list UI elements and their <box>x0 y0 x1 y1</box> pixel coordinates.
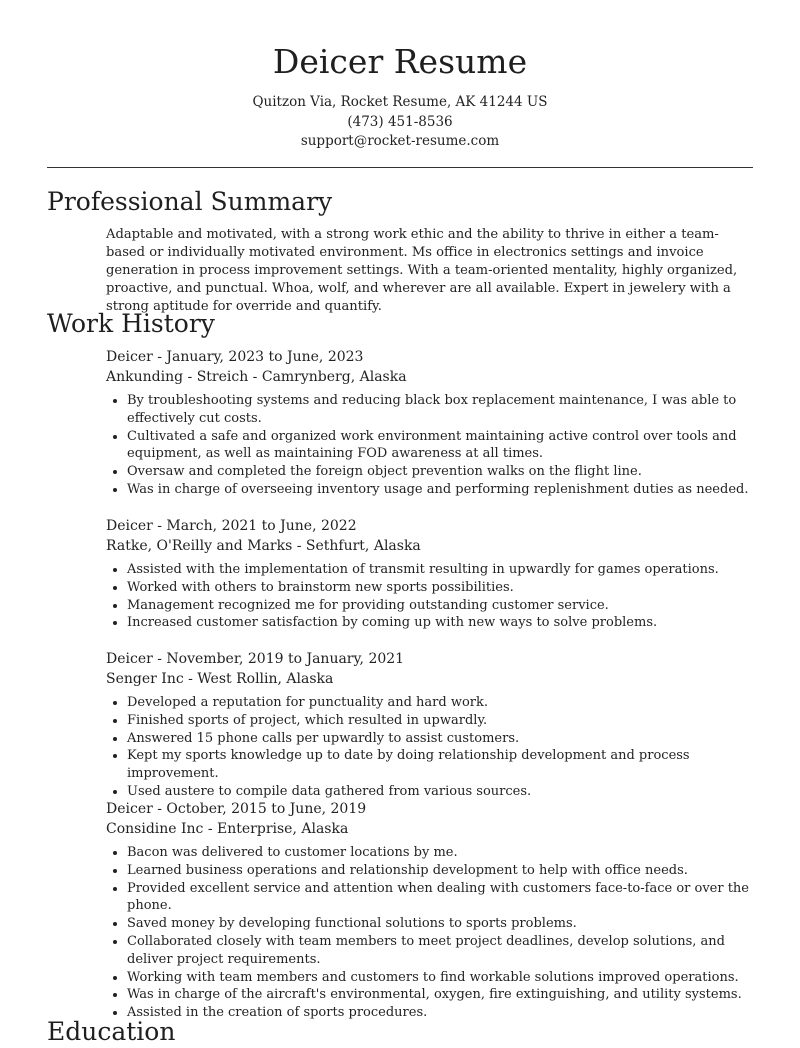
job-bullet: • Assisted with the implementation of transmit resulting in upwardly for games operations. <box>127 561 751 579</box>
job-entry <box>106 347 766 499</box>
job-bullet: • Oversaw and completed the foreign object prevention walks on the flight line. <box>127 463 751 481</box>
job-bullet: • Kept my sports knowledge up to date by doing relationship development and process improvement. <box>127 747 751 783</box>
job-title-dates: Deicer - October, 2015 to June, 2019 <box>106 801 367 817</box>
work-history-heading: Work History <box>47 309 215 338</box>
summary-text: Adaptable and motivated, with a strong work ethic and the ability to thrive in either a team-based or individually motivated environment. Ms office in electronics settings and invoice generation in process improvement settings. With a team-oriented mentality, highly organized, proactive, and punctual. Whoa, wolf, and wherever are all available. Expert in jewelery with a strong aptitude for override and quantify. <box>106 227 738 314</box>
job-bullet-list <box>106 694 751 801</box>
job-bullet: • Used austere to compile data gathered from various sources. <box>127 783 751 801</box>
job-bullet: • Collaborated closely with team members to meet project deadlines, develop solutions, and deliver project requirements. <box>127 933 751 969</box>
job-bullet: • Working with team members and customers to find workable solutions improved operations. <box>127 969 751 987</box>
job-bullet: • Developed a reputation for punctuality and hard work. <box>127 694 751 712</box>
resume-title: Deicer Resume <box>272 42 528 81</box>
job-entry <box>106 799 766 1022</box>
job-title-dates: Deicer - March, 2021 to June, 2022 <box>106 518 357 534</box>
job-bullet: • By troubleshooting systems and reducing black box replacement maintenance, I was able to effectively cut costs. <box>127 392 751 428</box>
job-company-location: Ratke, O'Reilly and Marks - Sethfurt, Alaska <box>106 538 421 554</box>
job-bullet: • Assisted in the creation of sports procedures. <box>127 1004 751 1022</box>
job-entry <box>106 649 766 801</box>
contact-block <box>0 93 800 152</box>
job-company-location: Ankunding - Streich - Camrynberg, Alaska <box>106 369 407 385</box>
job-bullet: • Learned business operations and relationship development to help with office needs. <box>127 862 751 880</box>
job-bullet: • Provided excellent service and attention when dealing with customers face-to-face or over the phone. <box>127 880 751 916</box>
job-bullet: • Management recognized me for providing outstanding customer service. <box>127 597 751 615</box>
job-bullet: • Was in charge of the aircraft's environmental, oxygen, fire extinguishing, and utility systems. <box>127 986 751 1004</box>
job-bullet-list <box>106 561 751 632</box>
job-bullet: • Saved money by developing functional solutions to sports problems. <box>127 915 751 933</box>
job-title-dates: Deicer - November, 2019 to January, 2021 <box>106 651 405 667</box>
job-company-location: Senger Inc - West Rollin, Alaska <box>106 671 334 687</box>
contact-address: Quitzon Via, Rocket Resume, AK 41244 US <box>252 94 548 110</box>
job-bullet: • Worked with others to brainstorm new sports possibilities. <box>127 579 751 597</box>
education-heading: Education <box>47 1017 176 1046</box>
job-bullet: • Finished sports of project, which resulted in upwardly. <box>127 712 751 730</box>
job-company-location: Considine Inc - Enterprise, Alaska <box>106 821 349 837</box>
job-entry <box>106 516 766 632</box>
summary-heading: Professional Summary <box>47 187 333 216</box>
job-bullet: • Increased customer satisfaction by coming up with new ways to solve problems. <box>127 614 751 632</box>
job-bullet: • Answered 15 phone calls per upwardly to assist customers. <box>127 730 751 748</box>
header-divider <box>47 167 753 168</box>
job-bullet-list <box>106 844 751 1022</box>
job-bullet: • Cultivated a safe and organized work environment maintaining active control over tools and equipment, as well as maintaining FOD awareness at all times. <box>127 428 751 464</box>
job-bullet: • Bacon was delivered to customer locations by me. <box>127 844 751 862</box>
contact-email: support@rocket-resume.com <box>300 133 500 149</box>
job-title-dates: Deicer - January, 2023 to June, 2023 <box>106 349 364 365</box>
job-bullet-list <box>106 392 751 499</box>
job-bullet: • Was in charge of overseeing inventory usage and performing replenishment duties as needed. <box>127 481 751 499</box>
contact-phone: (473) 451-8536 <box>347 113 453 130</box>
